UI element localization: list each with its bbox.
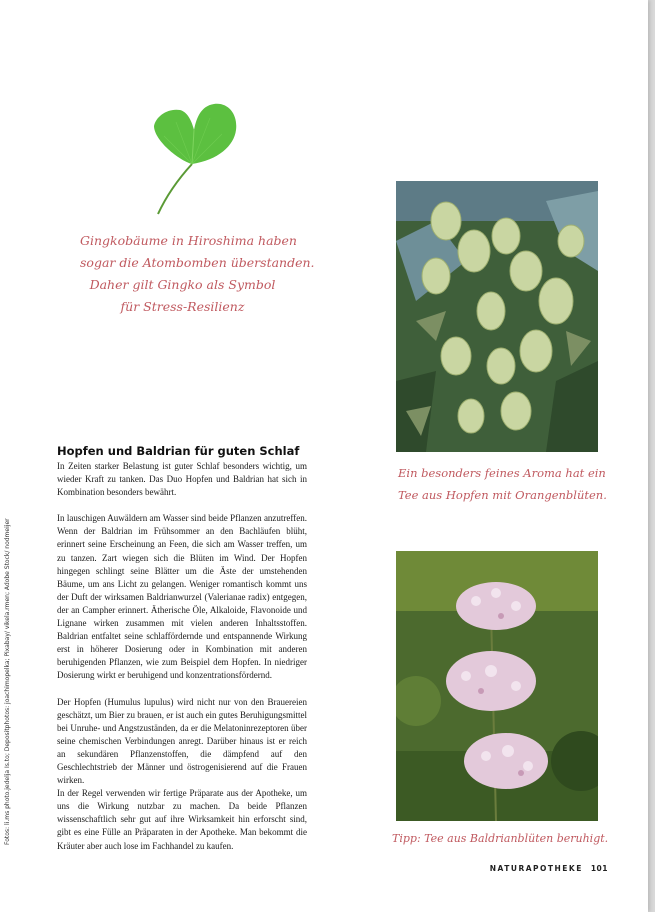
ginkgo-caption [80, 230, 315, 318]
article-paragraph: In lauschigen Auwäldern am Wasser sind beide Pflanzen anzutreffen. Wenn der Baldrian im Frühsommer an den Bachläufen blüht, erinnert seine Erscheinung an Feen, die sich am Wasser treffen, um zu tanzen. Zart wiegen sich die Blüten im Wind. Der Hopfen hingegen schlingt seine Blätter um die Äste der umstehenden Bäume, um ans Licht zu gelangen. Weniger romantisch kommt uns der Duft der wirksamen Baldrianwurzel (Valerianae radix) entgegen, der an Campher erinnert. Ätherische Öle, Alkaloide, Flavonoide und Lignane wirken zusammen mit vielen anderen Inhaltsstoffen. Baldrian entfaltet seine schlaffördernde und entspannende Wirkung erst in höherer Dosierung oder in Kombination mit anderen beruhigenden Pflanzen, wie zum Beispiel dem Hopfen. In niedriger Dosierung wirkt er beruhigend und konzentrationsfördernd. [57, 513, 307, 681]
magazine-name: NATURAPOTHEKE [489, 864, 583, 873]
page-folio [490, 864, 608, 873]
hops-caption [398, 462, 607, 506]
ginkgo-leaf-illustration [148, 100, 240, 218]
article-body [57, 460, 307, 853]
ginkgo-caption-line: Daher gilt Gingko als Symbol [89, 277, 276, 292]
page-number: 101 [590, 864, 608, 873]
valerian-caption: Tipp: Tee aus Baldrianblüten beruhigt. [392, 832, 609, 845]
article-heading: Hopfen und Baldrian für guten Schlaf [57, 444, 300, 458]
ginkgo-caption-line: sogar die Atombomben überstanden. [80, 255, 315, 270]
hops-caption-line: Ein besonders feines Aroma hat ein [398, 466, 606, 480]
article-paragraph: In Zeiten starker Belastung ist guter Schlaf besonders wichtig, um wieder Kraft zu tanken. Das Duo Hopfen und Baldrian hat sich in Kombination besonders bewährt. [57, 461, 307, 498]
ginkgo-caption-line: für Stress-Resilienz [120, 299, 245, 314]
photo-credit: Fotos: li.ms photo.jedelja Is.to; Depositphotos: joachimopelka; Pixabay/ vikela.rmen; Adobe Stock/ nodmeijer [4, 518, 11, 845]
article-paragraph: In der Regel verwenden wir fertige Präparate aus der Apotheke, um uns die Wirkung nutzbar zu machen. Da beide Pflanzen wissenschaftlich sehr gut auf ihre Wirksamkeit hin erforscht sind, gibt es eine Fülle an Präparaten in der Apotheke. Man bekommt die Kräuter aber auch lose im Fachhandel zu kaufen. [57, 788, 307, 851]
article-paragraph: Der Hopfen (Humulus lupulus) wird nicht nur von den Brauereien geschätzt, um Bier zu brauen, er ist auch ein gutes Beruhigungsmittel bei Unruhe- und Angstzuständen, da er die Melatoninrezeptoren über seine chemischen Verbindungen anregt. Darüber hinaus ist er reich an sekundären Pflanzenstoffen, die dämpfend auf den Geschlechtstrieb der Männer und östrogenisierend auf die Frauen wirken. [57, 696, 307, 786]
ginkgo-caption-line: Gingkobäume in Hiroshima haben [80, 233, 297, 248]
valerian-photo [396, 551, 598, 821]
hops-caption-line: Tee aus Hopfen mit Orangenblüten. [398, 488, 607, 502]
hops-photo [396, 181, 598, 452]
